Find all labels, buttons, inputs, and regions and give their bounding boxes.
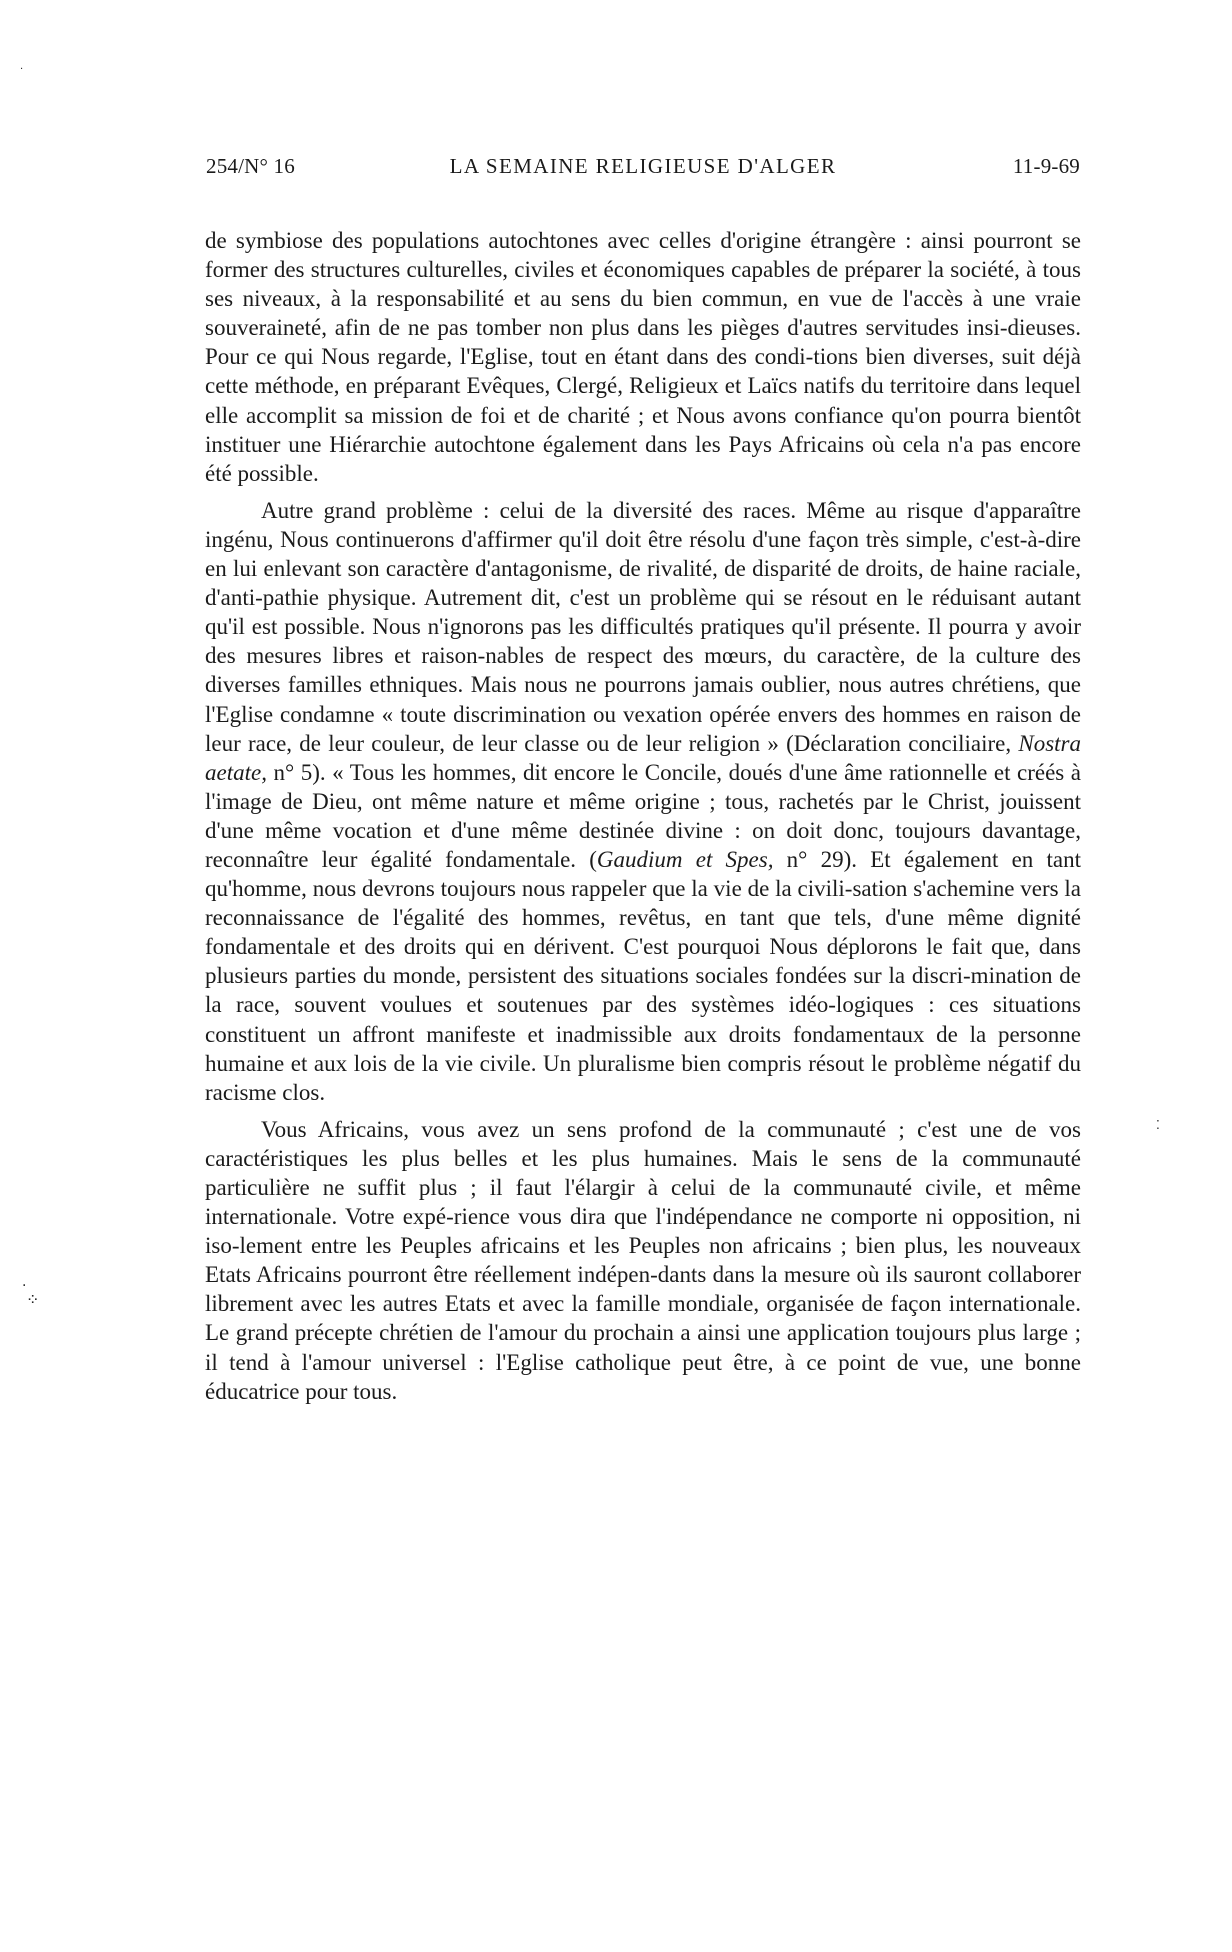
paragraph-2 xyxy=(205,496,1081,1107)
running-header xyxy=(206,154,1080,190)
paragraph-1: de symbiose des populations autochtones avec celles d'origine étrangère : ainsi pourront se former des structures culturelles, civiles et économiques capables de préparer la société, à tous ses niveaux, à la responsabilité et au sens du bien commun, en vue de l'accès à une vraie souveraineté, afin de ne pas tomber non plus dans les pièges d'autres servitudes insi-dieuses. Pour ce qui Nous regarde, l'Eglise, tout en étant dans des condi-tions bien diverses, suit déjà cette méthode, en préparant Evêques, Clergé, Religieux et Laïcs natifs du territoire dans lequel elle accomplit sa mission de foi et de charité ; et Nous avons confiance qu'on pourra bientôt instituer une Hiérarchie autochtone également dans les Pays Africains où cela n'a pas encore été possible. xyxy=(205,228,1081,486)
scan-speck: · xyxy=(22,1278,27,1294)
scan-speck: · xyxy=(20,64,24,75)
paragraph-2-part-2: n° 5). « Tous les hommes, dit encore le Concile, doués d'une âme rationnelle et créés à l'image de Dieu, ont même nature et même origine ; tous, rachetés par le Christ, jouissent d'une même vocation et d'une même destinée divine : on doit donc, toujours davantage, reconnaître leur égalité fondamentale. ( xyxy=(205,759,1081,872)
gaudium-et-spes-reference: Gaudium et Spes, xyxy=(596,846,774,872)
article-body xyxy=(205,226,1081,1414)
journal-title: LA SEMAINE RELIGIEUSE D'ALGER xyxy=(449,154,837,178)
paragraph-3: Vous Africains, vous avez un sens profond de la communauté ; c'est une de vos caractéristiques les plus belles et les plus humaines. Mais le sens de la communauté particulière ne suffit plus ; il faut l'élargir à celui de la communauté civile, et même internationale. Votre expé-rience vous dira que l'indépendance ne comporte ni opposition, ni iso-lement entre les Peuples africains et les Peuples non africains ; bien plus, les nouveaux Etats Africains pourront être réellement indépen-dants dans la mesure où ils sauront collaborer librement avec les autres Etats et avec la famille mondiale, organisée de façon internationale. Le grand précepte chrétien de l'amour du prochain a ainsi une application toujours plus large ; il tend à l'amour universel : l'Eglise catholique peut être, à ce point de vue, une bonne éducatrice pour tous. xyxy=(205,1116,1081,1404)
page-number: 254/N° 16 xyxy=(206,154,295,178)
nostra-aetate-reference: Nostra aetate, xyxy=(205,730,1081,785)
scan-speck: ⁘ xyxy=(26,1290,40,1309)
paragraph-2-part-1: Autre grand problème : celui de la diversité des races. Même au risque d'apparaître ingénu, Nous continuerons d'affirmer qu'il doit être résolu d'une façon très simple, c'est-à-dire en lui enlevant son caractère d'antagonisme, de rivalité, de disparité de droits, de haine raciale, d'anti-pathie physique. Autrement dit, c'est un problème qui se résout en le réduisant autant qu'il est possible. Nous n'ignorons pas les difficultés pratiques qu'il présente. Il pourra y avoir des mesures libres et raison-nables de respect des mœurs, du caractère, de la culture des diverses familles ethniques. Mais nous ne pourrons jamais oublier, nous autres chrétiens, que l'Eglise condamne « toute discrimination ou vexation opérée envers des hommes en raison de leur race, de leur couleur, de leur classe ou de leur religion » (Déclaration conciliaire, xyxy=(205,497,1081,756)
issue-date: 11-9-69 xyxy=(1012,154,1080,178)
scan-speck: ⁚ xyxy=(1156,1118,1160,1132)
paragraph-2-part-3: n° 29). Et également en tant qu'homme, nous devrons toujours nous rappeler que la vie de la civili-sation s'achemine vers la reconnaissance de l'égalité des hommes, revêtus, en tant que tels, d'une même dignité fondamentale et des droits qui en dérivent. C'est pourquoi Nous déplorons le fait que, dans plusieurs parties du monde, persistent des situations sociales fondées sur la discri-mination de la race, souvent voulues et soutenues par des systèmes idéo-logiques : ces situations constituent un affront manifeste et inadmissible aux droits fondamentaux de la personne humaine et aux lois de la vie civile. Un pluralisme bien compris résout le problème négatif du racisme clos. xyxy=(205,846,1081,1105)
